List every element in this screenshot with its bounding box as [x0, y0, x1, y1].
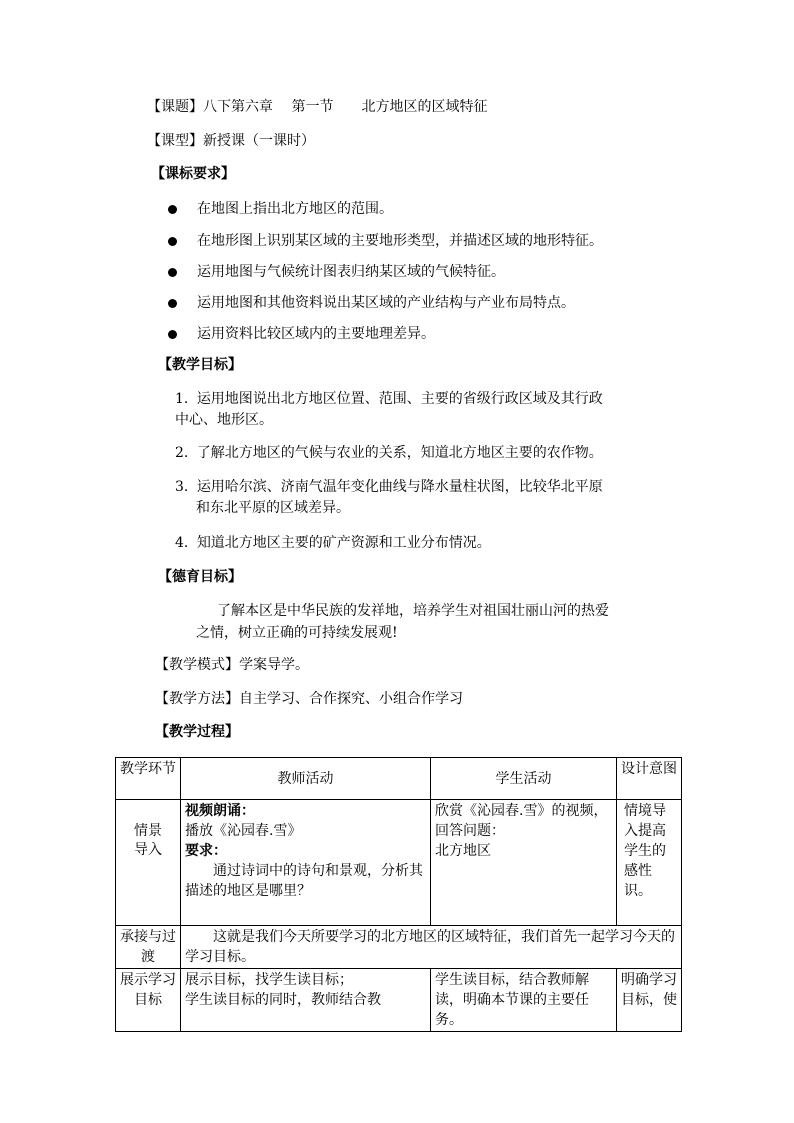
- standard-text: 在地图上指出北方地区的范围。: [197, 201, 393, 217]
- student-answer: 北方地区: [435, 843, 491, 859]
- stage-cell: 承接与过渡: [116, 926, 181, 969]
- objective-number: 2.: [175, 445, 189, 461]
- teaching-mode-line: [155, 656, 309, 674]
- bullet-icon: [168, 330, 177, 339]
- list-item: [175, 478, 603, 496]
- transition-cell: 这就是我们今天所要学习的北方地区的区域特征，我们首先一起学习今天的学习目标。: [181, 926, 682, 969]
- teaching-method-label: 【教学方法】: [155, 691, 239, 707]
- table-row: [116, 926, 682, 969]
- bullet-icon: [168, 205, 177, 214]
- lesson-type-line: [147, 132, 315, 150]
- list-item: [175, 534, 491, 552]
- student-activity-text: 欣赏《沁园春.雪》的视频，回答问题：: [435, 803, 608, 839]
- design-intent-cell: 情境导入提高学生的感性识。: [617, 800, 682, 926]
- lesson-label: 【课题】: [147, 99, 203, 115]
- bullet-icon: [168, 299, 177, 308]
- design-intent-cell: 明确学习目标，使: [617, 969, 682, 1032]
- teacher-activity-cell: [181, 969, 431, 1032]
- lesson-value: 八下第六章 第一节 北方地区的区域特征: [203, 99, 488, 115]
- lesson-type-label: 【课型】: [147, 133, 203, 149]
- teaching-method-value: 自主学习、合作探究、小组合作学习: [239, 691, 463, 707]
- objective-text: 了解北方地区的气候与农业的关系，知道北方地区主要的农作物。: [196, 445, 603, 461]
- header-teacher: 教师活动: [181, 758, 431, 800]
- moral-heading: 【德育目标】: [158, 569, 242, 585]
- teacher-activity-line: 学生读目标的同时，教师结合教: [185, 992, 381, 1008]
- header-student: 学生活动: [431, 758, 617, 800]
- objective-number: 1.: [175, 391, 189, 407]
- teacher-activity-cell: [181, 800, 431, 926]
- objective-text: 知道北方地区主要的矿产资源和工业分布情况。: [196, 535, 491, 551]
- bullet-icon: [168, 237, 177, 246]
- header-stage: 教学环节: [116, 758, 181, 800]
- stage-cell: 情景导入: [116, 800, 181, 926]
- standard-text: 运用地图和其他资料说出某区域的产业结构与产业布局特点。: [197, 295, 575, 311]
- teacher-activity-line: 展示目标，找学生读目标；: [185, 972, 353, 988]
- header-design: 设计意图: [617, 758, 682, 800]
- list-item: [168, 200, 393, 218]
- moral-text-line2: 之情，树立正确的可持续发展观!: [196, 625, 398, 641]
- standard-text: 运用资料比较区域内的主要地理差异。: [197, 326, 435, 342]
- objective-continuation: 中心、地形区。: [175, 412, 273, 428]
- list-item: [175, 390, 603, 408]
- objective-text: 运用地图说出北方地区位置、范围、主要的省级行政区域及其行政: [196, 391, 603, 407]
- moral-text-line1: 了解本区是中华民族的发祥地，培养学生对祖国壮丽山河的热爱: [217, 603, 609, 619]
- table-header-row: [116, 758, 682, 800]
- objective-continuation: 和东北平原的区域差异。: [196, 500, 350, 516]
- objectives-heading: 【教学目标】: [158, 357, 242, 373]
- list-item: [168, 232, 603, 250]
- lesson-type-value: 新授课（一课时）: [203, 133, 315, 149]
- list-item: [168, 294, 575, 312]
- table-row: [116, 800, 682, 926]
- objective-number: 3.: [175, 479, 189, 495]
- teaching-mode-label: 【教学模式】: [155, 657, 239, 673]
- standard-text: 运用地图与气候统计图表归纳某区域的气候特征。: [197, 264, 505, 280]
- student-activity-cell: [431, 800, 617, 926]
- teacher-video-title: 视频朗诵：: [185, 803, 255, 819]
- standards-heading: 【课标要求】: [151, 166, 235, 182]
- teacher-requirement-label: 要求：: [185, 843, 227, 859]
- teaching-mode-value: 学案导学。: [239, 657, 309, 673]
- teaching-method-line: [155, 690, 463, 708]
- teaching-process-table: [115, 757, 682, 1032]
- list-item: [175, 444, 603, 462]
- standard-text: 在地形图上识别某区域的主要地形类型，并描述区域的地形特征。: [197, 233, 603, 249]
- list-item: [168, 325, 435, 343]
- teacher-video-line: 播放《沁园春.雪》: [185, 823, 302, 839]
- process-heading: 【教学过程】: [155, 724, 239, 740]
- list-item: [168, 263, 505, 281]
- table-row: [116, 969, 682, 1032]
- stage-cell: 展示学习目标: [116, 969, 181, 1032]
- objective-text: 运用哈尔滨、济南气温年变化曲线与降水量柱状图，比较华北平原: [196, 479, 603, 495]
- bullet-icon: [168, 268, 177, 277]
- objective-number: 4.: [175, 535, 189, 551]
- student-activity-cell: 学生读目标，结合教师解读，明确本节课的主要任务。: [431, 969, 617, 1032]
- lesson-title-line: [147, 98, 487, 116]
- teacher-requirement-text: 通过诗词中的诗句和景观，分析其描述的地区是哪里？: [185, 863, 423, 899]
